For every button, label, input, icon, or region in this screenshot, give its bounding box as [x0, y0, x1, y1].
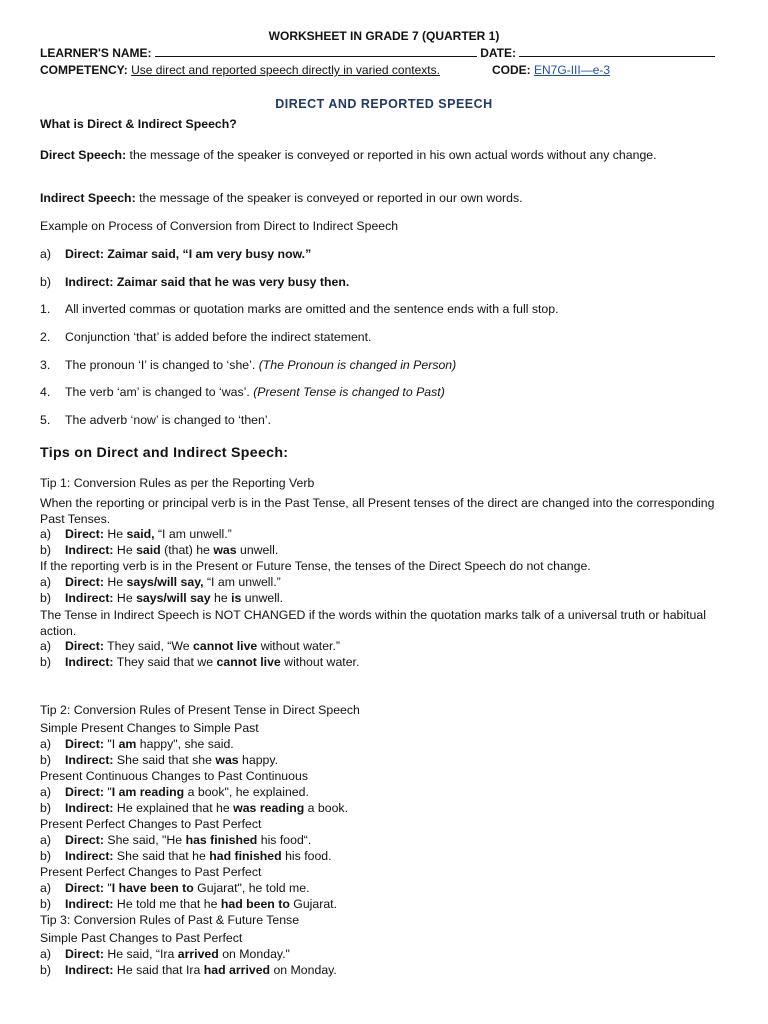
example-line — [40, 527, 232, 541]
example-a-text: Direct: Zaimar said, “I am very busy now.” — [65, 247, 312, 261]
example-text: He — [113, 543, 137, 557]
example-text: " — [103, 881, 112, 895]
example-text: He — [113, 591, 137, 605]
worksheet-title: WORKSHEET IN GRADE 7 (QUARTER 1) — [268, 29, 500, 43]
example-line — [40, 639, 340, 653]
rule-number: 5. — [40, 413, 51, 427]
example-text: “I am unwell.” — [154, 527, 232, 541]
rule-text: The adverb ‘now’ is changed to ‘then’. — [65, 413, 271, 427]
list-marker: b) — [40, 655, 51, 669]
example-bold: is — [231, 591, 242, 605]
example-text: He — [103, 575, 127, 589]
tip2-subheading: Simple Present Changes to Simple Past — [40, 721, 259, 735]
code-label: CODE: — [492, 63, 531, 77]
example-bold: had finished — [209, 849, 282, 863]
rule-text: The verb ‘am’ is changed to ‘was’. — [65, 385, 254, 399]
direct-speech-definition — [40, 147, 730, 163]
rule-item — [40, 358, 456, 372]
example-text: on Monday." — [218, 947, 290, 961]
example-line — [40, 543, 278, 557]
rule-note: (The Pronoun is changed in Person) — [258, 358, 457, 372]
example-line — [40, 785, 309, 799]
tip1-paragraph-3: The Tense in Indirect Speech is NOT CHANGED if the words within the quotation marks talk of a universal truth or habitual action. — [40, 608, 706, 638]
example-label: Indirect: — [65, 753, 114, 767]
example-bold: I have been to — [111, 881, 194, 895]
example-text: He — [103, 527, 127, 541]
list-marker: a) — [40, 881, 51, 895]
example-text: He said, “Ira — [103, 947, 178, 961]
intro-question: What is Direct & Indirect Speech? — [40, 117, 237, 131]
competency-label: COMPETENCY: — [40, 63, 128, 77]
example-bold: am — [118, 737, 137, 751]
rule-item — [40, 413, 271, 427]
example-text: Gujarat. — [289, 897, 338, 911]
example-line — [40, 591, 283, 605]
example-line — [40, 655, 359, 669]
tip3-heading: Tip 3: Conversion Rules of Past & Future Tense — [40, 913, 300, 927]
list-marker: a) — [40, 527, 51, 541]
tip1-paragraph-2: If the reporting verb is in the Present or Future Tense, the tenses of the Direct Speech do not change. — [40, 559, 591, 573]
example-bold: was — [213, 543, 237, 557]
example-text: happy", she said. — [136, 737, 234, 751]
list-marker: b) — [40, 963, 51, 977]
example-label: Indirect: — [65, 655, 114, 669]
rule-text: The pronoun ‘I’ is changed to ‘she’. — [65, 358, 259, 372]
tip2-heading: Tip 2: Conversion Rules of Present Tense in Direct Speech — [40, 703, 360, 717]
list-marker: b) — [40, 849, 51, 863]
example-line — [40, 737, 234, 751]
list-marker: a) — [40, 833, 51, 847]
example-line — [40, 575, 281, 589]
example-text: unwell. — [241, 591, 284, 605]
rule-number: 1. — [40, 302, 51, 316]
example-text: "I — [103, 737, 119, 751]
list-marker: b) — [40, 543, 51, 557]
direct-speech-label: Direct Speech: — [40, 148, 127, 162]
example-label: Direct: — [65, 737, 104, 751]
list-marker: a) — [40, 575, 51, 589]
rule-text: All inverted commas or quotation marks are omitted and the sentence ends with a full stop. — [65, 302, 559, 316]
example-text: without water. — [280, 655, 360, 669]
example-line — [40, 881, 310, 895]
learner-name-row — [40, 46, 715, 60]
rule-note: (Present Tense is changed to Past) — [253, 385, 445, 399]
rule-number: 4. — [40, 385, 51, 399]
list-marker: b) — [40, 801, 51, 815]
example-line — [40, 753, 278, 767]
tips-heading: Tips on Direct and Indirect Speech: — [40, 445, 289, 461]
example-text: he — [210, 591, 232, 605]
competency-row — [40, 63, 440, 77]
list-marker: b) — [40, 591, 51, 605]
example-bold: said — [136, 543, 161, 557]
example-text: " — [103, 785, 112, 799]
example-line — [40, 849, 332, 863]
example-bold: had been to — [220, 897, 290, 911]
example-bold: said, — [126, 527, 155, 541]
example-label: Indirect: — [65, 849, 114, 863]
example-text: “I am unwell.” — [203, 575, 281, 589]
example-text: a book", he explained. — [184, 785, 309, 799]
direct-speech-text: the message of the speaker is conveyed or reported in his own actual words without any change. — [126, 148, 657, 162]
example-label: Indirect: — [65, 801, 114, 815]
example-text: He explained that he — [113, 801, 234, 815]
example-text: Gujarat", he told me. — [193, 881, 310, 895]
rule-text: Conjunction ‘that’ is added before the indirect statement. — [65, 330, 372, 344]
tip1-heading: Tip 1: Conversion Rules as per the Reporting Verb — [40, 476, 315, 490]
rule-number: 2. — [40, 330, 51, 344]
list-marker: a) — [40, 639, 51, 653]
example-text: She said, "He — [103, 833, 186, 847]
example-bold: cannot live — [193, 639, 258, 653]
example-line — [40, 801, 348, 815]
example-b — [40, 275, 349, 289]
example-line — [40, 963, 337, 977]
rule-number: 3. — [40, 358, 51, 372]
example-label: Direct: — [65, 785, 104, 799]
section-title: DIRECT AND REPORTED SPEECH — [275, 97, 493, 111]
indirect-speech-text: the message of the speaker is conveyed or reported in our own words. — [135, 191, 523, 205]
list-marker: b) — [40, 897, 51, 911]
example-label: Direct: — [65, 639, 104, 653]
example-bold: says/will say, — [126, 575, 204, 589]
example-text: without water.” — [257, 639, 340, 653]
example-bold: cannot live — [216, 655, 281, 669]
indirect-speech-label: Indirect Speech: — [40, 191, 136, 205]
tip2-subheading: Present Continuous Changes to Past Continuous — [40, 769, 308, 783]
example-label: Indirect: — [65, 543, 114, 557]
example-text: unwell. — [236, 543, 279, 557]
list-marker: b) — [40, 275, 51, 289]
example-bold: has finished — [185, 833, 258, 847]
example-label: Indirect: — [65, 963, 114, 977]
rule-item — [40, 330, 371, 344]
example-text: He said that Ira — [113, 963, 204, 977]
example-line — [40, 947, 290, 961]
rule-item — [40, 385, 445, 399]
tip2-subheading: Present Perfect Changes to Past Perfect — [40, 865, 262, 879]
example-text: She said that he — [113, 849, 210, 863]
tip3-subheading: Simple Past Changes to Past Perfect — [40, 931, 243, 945]
list-marker: a) — [40, 247, 51, 261]
example-bold: had arrived — [203, 963, 271, 977]
list-marker: a) — [40, 947, 51, 961]
tip2-subheading: Present Perfect Changes to Past Perfect — [40, 817, 262, 831]
example-label: Direct: — [65, 881, 104, 895]
example-a — [40, 247, 311, 261]
example-bold: was reading — [233, 801, 305, 815]
example-line — [40, 897, 337, 911]
list-marker: b) — [40, 753, 51, 767]
indirect-speech-definition — [40, 191, 523, 205]
example-text: (that) he — [160, 543, 214, 557]
date-label: DATE: — [480, 46, 516, 60]
example-bold: I am reading — [111, 785, 185, 799]
example-label: Indirect: — [65, 897, 114, 911]
date-blank[interactable] — [519, 46, 715, 57]
learner-name-label: LEARNER'S NAME: — [40, 46, 152, 60]
example-text: his food. — [281, 849, 332, 863]
example-text: She said that she — [113, 753, 216, 767]
example-line — [40, 833, 311, 847]
example-bold: was — [215, 753, 239, 767]
example-label: Direct: — [65, 947, 104, 961]
list-marker: a) — [40, 785, 51, 799]
example-text: They said that we — [113, 655, 217, 669]
example-text: They said, “We — [103, 639, 194, 653]
example-label: Direct: — [65, 833, 104, 847]
example-label: Direct: — [65, 527, 104, 541]
header-title-row — [0, 29, 768, 43]
example-label: Direct: — [65, 575, 104, 589]
code-row — [492, 63, 610, 77]
example-bold: says/will say — [136, 591, 211, 605]
list-marker: a) — [40, 737, 51, 751]
example-b-text: Indirect: Zaimar said that he was very busy then. — [65, 275, 350, 289]
example-text: a book. — [304, 801, 348, 815]
example-bold: arrived — [177, 947, 219, 961]
example-heading: Example on Process of Conversion from Direct to Indirect Speech — [40, 219, 399, 233]
tip1-paragraph-1: When the reporting or principal verb is in the Past Tense, all Present tenses of the direct are changed into the corresponding Past Tenses. — [40, 496, 715, 526]
example-text: happy. — [238, 753, 279, 767]
example-text: He told me that he — [113, 897, 221, 911]
competency-text: Use direct and reported speech directly in varied contexts. — [131, 63, 440, 77]
code-value[interactable]: EN7G-III—e-3 — [534, 63, 611, 77]
example-text: his food“. — [257, 833, 312, 847]
example-text: on Monday. — [270, 963, 337, 977]
example-label: Indirect: — [65, 591, 114, 605]
learner-name-blank[interactable] — [155, 46, 477, 57]
rule-item — [40, 302, 559, 316]
